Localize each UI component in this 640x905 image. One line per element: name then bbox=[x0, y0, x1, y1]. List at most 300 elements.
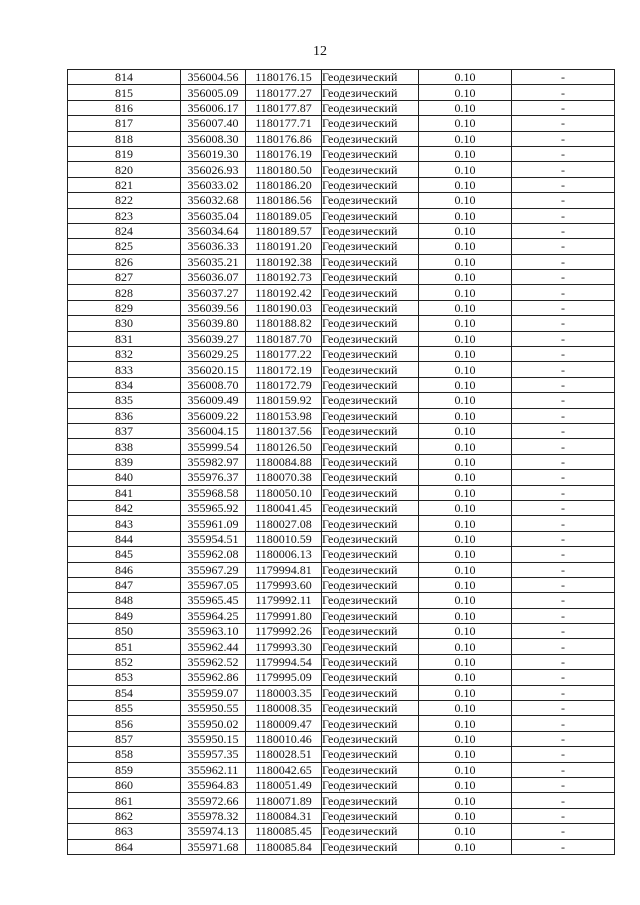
note-cell: - bbox=[512, 100, 615, 115]
y-coordinate-cell: 1180051.49 bbox=[246, 777, 322, 792]
note-cell: - bbox=[512, 177, 615, 192]
x-coordinate-cell: 355962.52 bbox=[181, 654, 246, 669]
x-coordinate-cell: 355950.15 bbox=[181, 731, 246, 746]
x-coordinate-cell: 355962.86 bbox=[181, 670, 246, 685]
x-coordinate-cell: 355967.05 bbox=[181, 577, 246, 592]
y-coordinate-cell: 1180008.35 bbox=[246, 701, 322, 716]
y-coordinate-cell: 1180041.45 bbox=[246, 500, 322, 515]
table-row bbox=[68, 393, 615, 408]
note-cell: - bbox=[512, 208, 615, 223]
x-coordinate-cell: 356039.27 bbox=[181, 331, 246, 346]
note-cell: - bbox=[512, 562, 615, 577]
y-coordinate-cell: 1180071.89 bbox=[246, 793, 322, 808]
note-cell: - bbox=[512, 839, 615, 854]
accuracy-cell: 0.10 bbox=[419, 777, 512, 792]
accuracy-cell: 0.10 bbox=[419, 731, 512, 746]
point-number-cell: 855 bbox=[68, 701, 181, 716]
note-cell: - bbox=[512, 670, 615, 685]
note-cell: - bbox=[512, 408, 615, 423]
note-cell: - bbox=[512, 162, 615, 177]
accuracy-cell: 0.10 bbox=[419, 793, 512, 808]
accuracy-cell: 0.10 bbox=[419, 423, 512, 438]
note-cell: - bbox=[512, 808, 615, 823]
x-coordinate-cell: 355961.09 bbox=[181, 516, 246, 531]
method-cell: Геодезический bbox=[322, 485, 419, 500]
y-coordinate-cell: 1180188.82 bbox=[246, 316, 322, 331]
accuracy-cell: 0.10 bbox=[419, 300, 512, 315]
accuracy-cell: 0.10 bbox=[419, 562, 512, 577]
method-cell: Геодезический bbox=[322, 654, 419, 669]
point-number-cell: 854 bbox=[68, 685, 181, 700]
x-coordinate-cell: 356004.15 bbox=[181, 423, 246, 438]
table-row bbox=[68, 70, 615, 85]
note-cell: - bbox=[512, 485, 615, 500]
accuracy-cell: 0.10 bbox=[419, 285, 512, 300]
accuracy-cell: 0.10 bbox=[419, 146, 512, 161]
accuracy-cell: 0.10 bbox=[419, 608, 512, 623]
table-row bbox=[68, 208, 615, 223]
table-row bbox=[68, 562, 615, 577]
table-row bbox=[68, 654, 615, 669]
y-coordinate-cell: 1180176.15 bbox=[246, 70, 322, 85]
table-row bbox=[68, 824, 615, 839]
point-number-cell: 822 bbox=[68, 193, 181, 208]
accuracy-cell: 0.10 bbox=[419, 439, 512, 454]
method-cell: Геодезический bbox=[322, 177, 419, 192]
coordinates-table bbox=[67, 69, 615, 855]
x-coordinate-cell: 355982.97 bbox=[181, 454, 246, 469]
note-cell: - bbox=[512, 531, 615, 546]
accuracy-cell: 0.10 bbox=[419, 254, 512, 269]
y-coordinate-cell: 1180084.31 bbox=[246, 808, 322, 823]
x-coordinate-cell: 356020.15 bbox=[181, 362, 246, 377]
x-coordinate-cell: 355968.58 bbox=[181, 485, 246, 500]
method-cell: Геодезический bbox=[322, 808, 419, 823]
method-cell: Геодезический bbox=[322, 270, 419, 285]
y-coordinate-cell: 1180085.84 bbox=[246, 839, 322, 854]
x-coordinate-cell: 356026.93 bbox=[181, 162, 246, 177]
note-cell: - bbox=[512, 701, 615, 716]
point-number-cell: 839 bbox=[68, 454, 181, 469]
y-coordinate-cell: 1180070.38 bbox=[246, 470, 322, 485]
method-cell: Геодезический bbox=[322, 777, 419, 792]
note-cell: - bbox=[512, 593, 615, 608]
point-number-cell: 818 bbox=[68, 131, 181, 146]
table-row bbox=[68, 808, 615, 823]
table-row bbox=[68, 347, 615, 362]
accuracy-cell: 0.10 bbox=[419, 670, 512, 685]
point-number-cell: 833 bbox=[68, 362, 181, 377]
y-coordinate-cell: 1180010.59 bbox=[246, 531, 322, 546]
x-coordinate-cell: 356039.56 bbox=[181, 300, 246, 315]
x-coordinate-cell: 355976.37 bbox=[181, 470, 246, 485]
point-number-cell: 815 bbox=[68, 85, 181, 100]
accuracy-cell: 0.10 bbox=[419, 470, 512, 485]
point-number-cell: 843 bbox=[68, 516, 181, 531]
accuracy-cell: 0.10 bbox=[419, 624, 512, 639]
table-row bbox=[68, 177, 615, 192]
x-coordinate-cell: 356035.21 bbox=[181, 254, 246, 269]
method-cell: Геодезический bbox=[322, 593, 419, 608]
y-coordinate-cell: 1180177.22 bbox=[246, 347, 322, 362]
point-number-cell: 862 bbox=[68, 808, 181, 823]
x-coordinate-cell: 356035.04 bbox=[181, 208, 246, 223]
y-coordinate-cell: 1180191.20 bbox=[246, 239, 322, 254]
table-row bbox=[68, 85, 615, 100]
accuracy-cell: 0.10 bbox=[419, 639, 512, 654]
y-coordinate-cell: 1180050.10 bbox=[246, 485, 322, 500]
note-cell: - bbox=[512, 777, 615, 792]
point-number-cell: 841 bbox=[68, 485, 181, 500]
accuracy-cell: 0.10 bbox=[419, 408, 512, 423]
note-cell: - bbox=[512, 608, 615, 623]
x-coordinate-cell: 355962.44 bbox=[181, 639, 246, 654]
table-row bbox=[68, 270, 615, 285]
x-coordinate-cell: 355999.54 bbox=[181, 439, 246, 454]
table-row bbox=[68, 285, 615, 300]
point-number-cell: 829 bbox=[68, 300, 181, 315]
method-cell: Геодезический bbox=[322, 793, 419, 808]
note-cell: - bbox=[512, 762, 615, 777]
method-cell: Геодезический bbox=[322, 716, 419, 731]
accuracy-cell: 0.10 bbox=[419, 316, 512, 331]
method-cell: Геодезический bbox=[322, 208, 419, 223]
point-number-cell: 824 bbox=[68, 223, 181, 238]
point-number-cell: 834 bbox=[68, 377, 181, 392]
method-cell: Геодезический bbox=[322, 316, 419, 331]
table-row bbox=[68, 146, 615, 161]
note-cell: - bbox=[512, 85, 615, 100]
x-coordinate-cell: 355959.07 bbox=[181, 685, 246, 700]
method-cell: Геодезический bbox=[322, 162, 419, 177]
x-coordinate-cell: 356032.68 bbox=[181, 193, 246, 208]
note-cell: - bbox=[512, 423, 615, 438]
table-row bbox=[68, 762, 615, 777]
point-number-cell: 814 bbox=[68, 70, 181, 85]
note-cell: - bbox=[512, 577, 615, 592]
point-number-cell: 823 bbox=[68, 208, 181, 223]
x-coordinate-cell: 356036.33 bbox=[181, 239, 246, 254]
x-coordinate-cell: 356004.56 bbox=[181, 70, 246, 85]
accuracy-cell: 0.10 bbox=[419, 516, 512, 531]
y-coordinate-cell: 1180028.51 bbox=[246, 747, 322, 762]
table-row bbox=[68, 485, 615, 500]
method-cell: Геодезический bbox=[322, 131, 419, 146]
accuracy-cell: 0.10 bbox=[419, 531, 512, 546]
table-row bbox=[68, 362, 615, 377]
y-coordinate-cell: 1180186.56 bbox=[246, 193, 322, 208]
y-coordinate-cell: 1180159.92 bbox=[246, 393, 322, 408]
accuracy-cell: 0.10 bbox=[419, 70, 512, 85]
x-coordinate-cell: 355962.08 bbox=[181, 547, 246, 562]
y-coordinate-cell: 1180192.73 bbox=[246, 270, 322, 285]
method-cell: Геодезический bbox=[322, 685, 419, 700]
method-cell: Геодезический bbox=[322, 331, 419, 346]
table-row bbox=[68, 577, 615, 592]
y-coordinate-cell: 1180042.65 bbox=[246, 762, 322, 777]
y-coordinate-cell: 1180176.86 bbox=[246, 131, 322, 146]
method-cell: Геодезический bbox=[322, 547, 419, 562]
y-coordinate-cell: 1179991.80 bbox=[246, 608, 322, 623]
x-coordinate-cell: 356033.02 bbox=[181, 177, 246, 192]
x-coordinate-cell: 356007.40 bbox=[181, 116, 246, 131]
x-coordinate-cell: 355965.45 bbox=[181, 593, 246, 608]
y-coordinate-cell: 1180177.27 bbox=[246, 85, 322, 100]
table-row bbox=[68, 408, 615, 423]
note-cell: - bbox=[512, 547, 615, 562]
point-number-cell: 842 bbox=[68, 500, 181, 515]
table-row bbox=[68, 670, 615, 685]
table-row bbox=[68, 608, 615, 623]
method-cell: Геодезический bbox=[322, 701, 419, 716]
note-cell: - bbox=[512, 300, 615, 315]
method-cell: Геодезический bbox=[322, 223, 419, 238]
method-cell: Геодезический bbox=[322, 639, 419, 654]
point-number-cell: 851 bbox=[68, 639, 181, 654]
y-coordinate-cell: 1180003.35 bbox=[246, 685, 322, 700]
accuracy-cell: 0.10 bbox=[419, 547, 512, 562]
point-number-cell: 826 bbox=[68, 254, 181, 269]
note-cell: - bbox=[512, 654, 615, 669]
method-cell: Геодезический bbox=[322, 608, 419, 623]
x-coordinate-cell: 355963.10 bbox=[181, 624, 246, 639]
method-cell: Геодезический bbox=[322, 254, 419, 269]
accuracy-cell: 0.10 bbox=[419, 270, 512, 285]
page-number: 12 bbox=[313, 44, 327, 59]
method-cell: Геодезический bbox=[322, 470, 419, 485]
y-coordinate-cell: 1180009.47 bbox=[246, 716, 322, 731]
table-row bbox=[68, 500, 615, 515]
method-cell: Геодезический bbox=[322, 100, 419, 115]
method-cell: Геодезический bbox=[322, 562, 419, 577]
method-cell: Геодезический bbox=[322, 393, 419, 408]
x-coordinate-cell: 356036.07 bbox=[181, 270, 246, 285]
point-number-cell: 821 bbox=[68, 177, 181, 192]
table-row bbox=[68, 777, 615, 792]
note-cell: - bbox=[512, 393, 615, 408]
point-number-cell: 863 bbox=[68, 824, 181, 839]
point-number-cell: 819 bbox=[68, 146, 181, 161]
x-coordinate-cell: 355974.13 bbox=[181, 824, 246, 839]
note-cell: - bbox=[512, 70, 615, 85]
accuracy-cell: 0.10 bbox=[419, 393, 512, 408]
y-coordinate-cell: 1180187.70 bbox=[246, 331, 322, 346]
accuracy-cell: 0.10 bbox=[419, 716, 512, 731]
y-coordinate-cell: 1180010.46 bbox=[246, 731, 322, 746]
y-coordinate-cell: 1179993.60 bbox=[246, 577, 322, 592]
method-cell: Геодезический bbox=[322, 193, 419, 208]
accuracy-cell: 0.10 bbox=[419, 762, 512, 777]
note-cell: - bbox=[512, 685, 615, 700]
accuracy-cell: 0.10 bbox=[419, 85, 512, 100]
point-number-cell: 828 bbox=[68, 285, 181, 300]
point-number-cell: 835 bbox=[68, 393, 181, 408]
accuracy-cell: 0.10 bbox=[419, 162, 512, 177]
accuracy-cell: 0.10 bbox=[419, 100, 512, 115]
point-number-cell: 816 bbox=[68, 100, 181, 115]
table-row bbox=[68, 223, 615, 238]
x-coordinate-cell: 356006.17 bbox=[181, 100, 246, 115]
y-coordinate-cell: 1180186.20 bbox=[246, 177, 322, 192]
point-number-cell: 857 bbox=[68, 731, 181, 746]
point-number-cell: 847 bbox=[68, 577, 181, 592]
note-cell: - bbox=[512, 331, 615, 346]
point-number-cell: 864 bbox=[68, 839, 181, 854]
y-coordinate-cell: 1179994.81 bbox=[246, 562, 322, 577]
y-coordinate-cell: 1180027.08 bbox=[246, 516, 322, 531]
method-cell: Геодезический bbox=[322, 146, 419, 161]
table-row bbox=[68, 162, 615, 177]
y-coordinate-cell: 1180177.71 bbox=[246, 116, 322, 131]
note-cell: - bbox=[512, 516, 615, 531]
note-cell: - bbox=[512, 454, 615, 469]
method-cell: Геодезический bbox=[322, 116, 419, 131]
y-coordinate-cell: 1180126.50 bbox=[246, 439, 322, 454]
x-coordinate-cell: 356029.25 bbox=[181, 347, 246, 362]
x-coordinate-cell: 356039.80 bbox=[181, 316, 246, 331]
note-cell: - bbox=[512, 239, 615, 254]
x-coordinate-cell: 355964.83 bbox=[181, 777, 246, 792]
method-cell: Геодезический bbox=[322, 408, 419, 423]
y-coordinate-cell: 1180172.19 bbox=[246, 362, 322, 377]
method-cell: Геодезический bbox=[322, 423, 419, 438]
y-coordinate-cell: 1180006.13 bbox=[246, 547, 322, 562]
point-number-cell: 858 bbox=[68, 747, 181, 762]
table-row bbox=[68, 731, 615, 746]
coordinates-table-body bbox=[68, 70, 615, 855]
method-cell: Геодезический bbox=[322, 577, 419, 592]
y-coordinate-cell: 1180085.45 bbox=[246, 824, 322, 839]
accuracy-cell: 0.10 bbox=[419, 485, 512, 500]
x-coordinate-cell: 355950.02 bbox=[181, 716, 246, 731]
y-coordinate-cell: 1180192.42 bbox=[246, 285, 322, 300]
method-cell: Геодезический bbox=[322, 85, 419, 100]
note-cell: - bbox=[512, 270, 615, 285]
note-cell: - bbox=[512, 193, 615, 208]
y-coordinate-cell: 1180190.03 bbox=[246, 300, 322, 315]
note-cell: - bbox=[512, 254, 615, 269]
note-cell: - bbox=[512, 362, 615, 377]
accuracy-cell: 0.10 bbox=[419, 177, 512, 192]
table-row bbox=[68, 439, 615, 454]
point-number-cell: 853 bbox=[68, 670, 181, 685]
x-coordinate-cell: 355950.55 bbox=[181, 701, 246, 716]
point-number-cell: 830 bbox=[68, 316, 181, 331]
x-coordinate-cell: 355965.92 bbox=[181, 500, 246, 515]
point-number-cell: 825 bbox=[68, 239, 181, 254]
x-coordinate-cell: 355957.35 bbox=[181, 747, 246, 762]
accuracy-cell: 0.10 bbox=[419, 131, 512, 146]
note-cell: - bbox=[512, 470, 615, 485]
point-number-cell: 840 bbox=[68, 470, 181, 485]
x-coordinate-cell: 355972.66 bbox=[181, 793, 246, 808]
y-coordinate-cell: 1179993.30 bbox=[246, 639, 322, 654]
accuracy-cell: 0.10 bbox=[419, 808, 512, 823]
point-number-cell: 859 bbox=[68, 762, 181, 777]
point-number-cell: 848 bbox=[68, 593, 181, 608]
x-coordinate-cell: 356008.70 bbox=[181, 377, 246, 392]
y-coordinate-cell: 1180192.38 bbox=[246, 254, 322, 269]
table-row bbox=[68, 454, 615, 469]
x-coordinate-cell: 356008.30 bbox=[181, 131, 246, 146]
table-row bbox=[68, 701, 615, 716]
method-cell: Геодезический bbox=[322, 624, 419, 639]
x-coordinate-cell: 355978.32 bbox=[181, 808, 246, 823]
accuracy-cell: 0.10 bbox=[419, 362, 512, 377]
note-cell: - bbox=[512, 639, 615, 654]
table-row bbox=[68, 254, 615, 269]
note-cell: - bbox=[512, 131, 615, 146]
note-cell: - bbox=[512, 624, 615, 639]
table-row bbox=[68, 331, 615, 346]
method-cell: Геодезический bbox=[322, 300, 419, 315]
y-coordinate-cell: 1179995.09 bbox=[246, 670, 322, 685]
x-coordinate-cell: 356009.22 bbox=[181, 408, 246, 423]
point-number-cell: 856 bbox=[68, 716, 181, 731]
note-cell: - bbox=[512, 116, 615, 131]
note-cell: - bbox=[512, 146, 615, 161]
accuracy-cell: 0.10 bbox=[419, 654, 512, 669]
accuracy-cell: 0.10 bbox=[419, 593, 512, 608]
accuracy-cell: 0.10 bbox=[419, 747, 512, 762]
note-cell: - bbox=[512, 439, 615, 454]
table-row bbox=[68, 593, 615, 608]
table-row bbox=[68, 116, 615, 131]
point-number-cell: 850 bbox=[68, 624, 181, 639]
accuracy-cell: 0.10 bbox=[419, 824, 512, 839]
method-cell: Геодезический bbox=[322, 362, 419, 377]
method-cell: Геодезический bbox=[322, 454, 419, 469]
accuracy-cell: 0.10 bbox=[419, 454, 512, 469]
method-cell: Геодезический bbox=[322, 439, 419, 454]
y-coordinate-cell: 1180177.87 bbox=[246, 100, 322, 115]
point-number-cell: 844 bbox=[68, 531, 181, 546]
y-coordinate-cell: 1179994.54 bbox=[246, 654, 322, 669]
note-cell: - bbox=[512, 347, 615, 362]
point-number-cell: 849 bbox=[68, 608, 181, 623]
y-coordinate-cell: 1179992.11 bbox=[246, 593, 322, 608]
table-row bbox=[68, 716, 615, 731]
y-coordinate-cell: 1180180.50 bbox=[246, 162, 322, 177]
accuracy-cell: 0.10 bbox=[419, 116, 512, 131]
y-coordinate-cell: 1180084.88 bbox=[246, 454, 322, 469]
accuracy-cell: 0.10 bbox=[419, 347, 512, 362]
x-coordinate-cell: 355964.25 bbox=[181, 608, 246, 623]
method-cell: Геодезический bbox=[322, 670, 419, 685]
point-number-cell: 820 bbox=[68, 162, 181, 177]
x-coordinate-cell: 356005.09 bbox=[181, 85, 246, 100]
accuracy-cell: 0.10 bbox=[419, 377, 512, 392]
table-row bbox=[68, 639, 615, 654]
accuracy-cell: 0.10 bbox=[419, 239, 512, 254]
note-cell: - bbox=[512, 223, 615, 238]
x-coordinate-cell: 356019.30 bbox=[181, 146, 246, 161]
point-number-cell: 831 bbox=[68, 331, 181, 346]
table-row bbox=[68, 300, 615, 315]
table-row bbox=[68, 470, 615, 485]
accuracy-cell: 0.10 bbox=[419, 331, 512, 346]
x-coordinate-cell: 355954.51 bbox=[181, 531, 246, 546]
table-row bbox=[68, 193, 615, 208]
method-cell: Геодезический bbox=[322, 731, 419, 746]
table-row bbox=[68, 531, 615, 546]
table-row bbox=[68, 423, 615, 438]
table-row bbox=[68, 624, 615, 639]
y-coordinate-cell: 1180137.56 bbox=[246, 423, 322, 438]
table-row bbox=[68, 316, 615, 331]
point-number-cell: 860 bbox=[68, 777, 181, 792]
note-cell: - bbox=[512, 824, 615, 839]
